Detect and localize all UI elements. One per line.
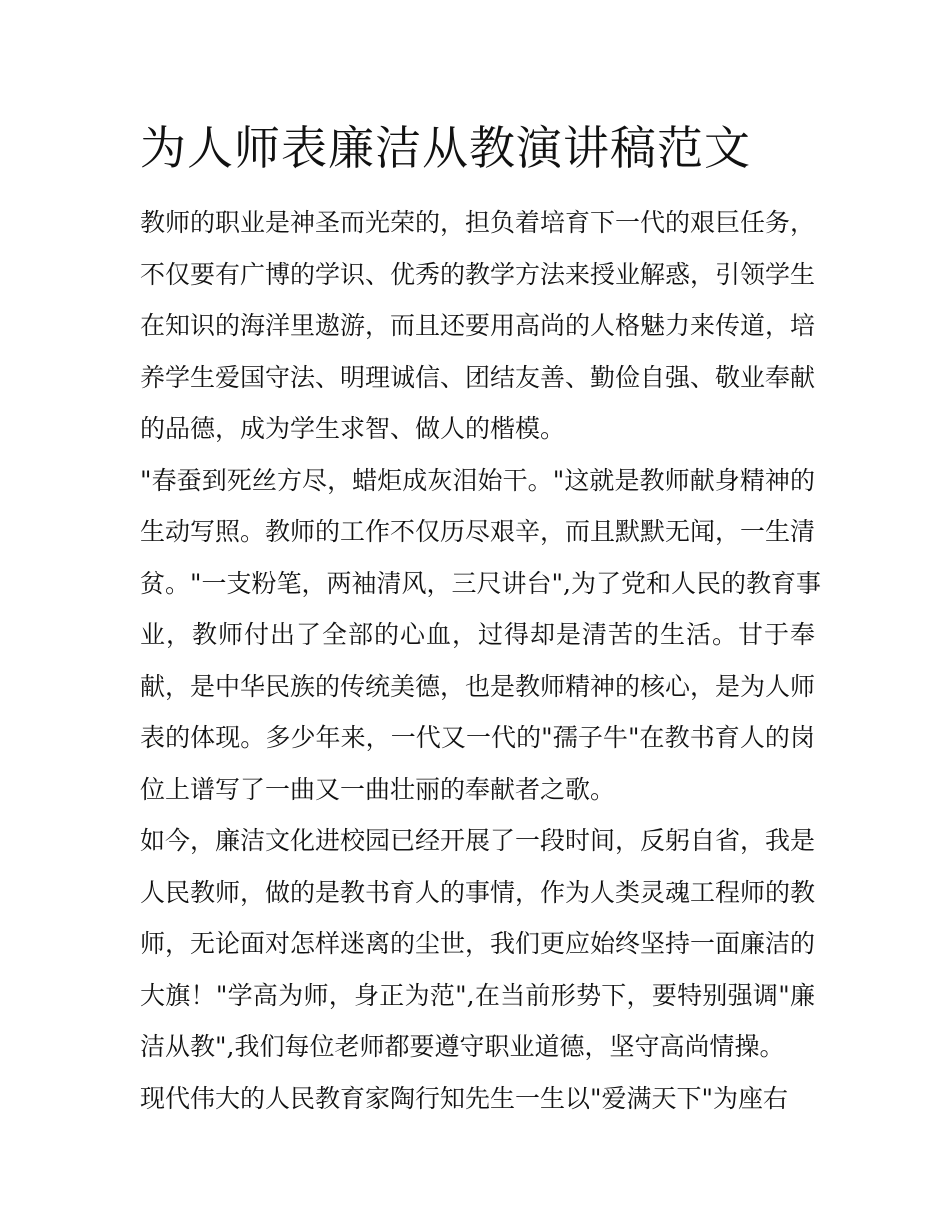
- text-line: 大旗！"学高为师，身正为范",在当前形势下，要特别强调"廉: [140, 980, 815, 1010]
- text-line: "春蚕到死丝方尽，蜡炬成灰泪始干。"这就是教师献身精神的: [140, 465, 815, 495]
- text-line: 如今，廉洁文化进校园已经开展了一段时间，反躬自省，我是: [140, 826, 816, 855]
- paragraph-3: [140, 815, 815, 1073]
- text-line: 位上谱写了一曲又一曲壮丽的奉献者之歌。: [140, 774, 616, 804]
- text-line: 表的体现。多少年来，一代又一代的"孺子牛"在教书育人的岗: [140, 723, 815, 752]
- text-line: 教师的职业是神圣而光荣的，担负着培育下一代的艰巨任务，: [140, 208, 816, 237]
- text-line: 养学生爱国守法、明理诚信、团结友善、勤俭自强、敬业奉献: [140, 362, 816, 392]
- document-body: [140, 197, 821, 1124]
- text-line: 洁从教",我们每位老师都要遵守职业道德，坚守高尚情操。: [140, 1032, 785, 1061]
- text-line: 不仅要有广博的学识、优秀的教学方法来授业解惑，引领学生: [140, 259, 816, 289]
- paragraph-4: [140, 1073, 815, 1125]
- text-line: 人民教师，做的是教书育人的事情，作为人类灵魂工程师的教: [140, 877, 816, 907]
- paragraph-1: [140, 197, 815, 455]
- text-line: 生动写照。教师的工作不仅历尽艰辛，而且默默无闻，一生清: [140, 517, 816, 546]
- text-line: 师，无论面对怎样迷离的尘世，我们更应始终坚持一面廉洁的: [140, 929, 816, 958]
- text-line: 在知识的海洋里遨游，而且还要用高尚的人格魅力来传道，培: [140, 311, 816, 340]
- text-line: 献，是中华民族的传统美德，也是教师精神的核心，是为人师: [140, 671, 816, 701]
- paragraph-2: [140, 455, 821, 816]
- text-line: 的品德，成为学生求智、做人的楷模。: [140, 414, 566, 443]
- text-line: 贫。"一支粉笔，两袖清风，三尺讲台",为了党和人民的教育事: [140, 568, 821, 598]
- text-line: 现代伟大的人民教育家陶行知先生一生以"爱满天下"为座右: [140, 1083, 789, 1113]
- text-line: 业，教师付出了全部的心血，过得却是清苦的生活。甘于奉: [140, 620, 815, 649]
- document-title: 为人师表廉洁从教演讲稿范文: [140, 121, 751, 175]
